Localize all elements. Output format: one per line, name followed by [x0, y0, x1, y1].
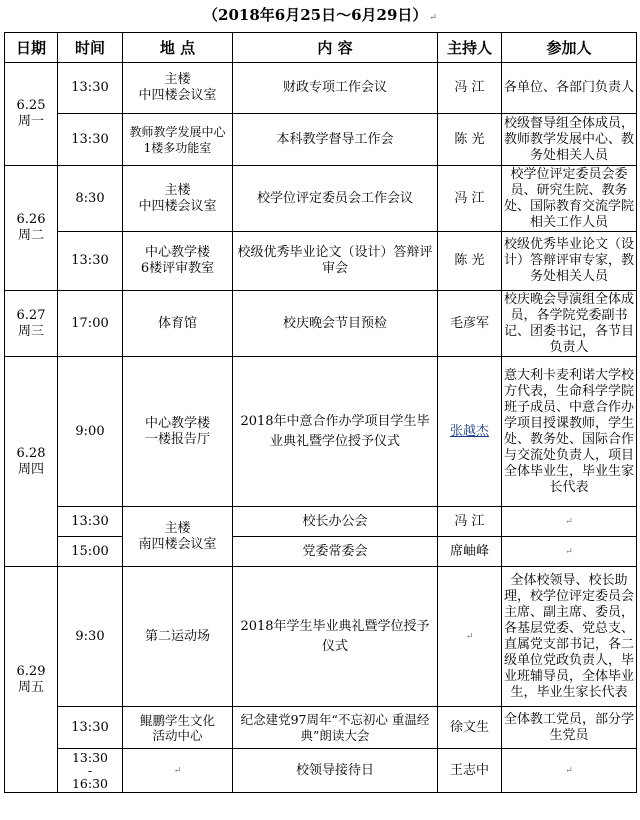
attendees-cell: 校庆晚会导演组全体成员，各学院党委副书记、团委书记，各节目负责人 [502, 291, 637, 357]
time-cell: 13:30 - 16:30 [58, 749, 123, 793]
place-cell: 中心教学楼 6楼评审教室 [123, 232, 233, 291]
time-cell: 8:30 [58, 166, 123, 232]
place-cell: 第二运动场 [123, 567, 233, 707]
date-cell: 6.26 周二 [5, 166, 58, 291]
content-cell: 财政专项工作会议 [233, 63, 438, 114]
host-cell: 徐文生 [438, 707, 502, 749]
content-cell: 校领导接待日 [233, 749, 438, 793]
schedule-table [4, 32, 637, 793]
table-row [5, 232, 637, 291]
content-cell: 2018年学生毕业典礼暨学位授予仪式 [233, 567, 438, 707]
table-row [5, 507, 637, 537]
attendees-cell: 全体教工党员，部分学生党员 [502, 707, 637, 749]
host-link[interactable]: 张越杰 [449, 423, 489, 439]
content-cell: 2018年中意合作办学项目学生毕业典礼暨学位授予仪式 [233, 357, 438, 507]
host-cell: 陈 光 [438, 232, 502, 291]
paragraph-mark-icon: ↵ [465, 632, 474, 642]
date-cell: 6.29 周五 [5, 567, 58, 793]
content-cell: 本科教学督导工作会 [233, 114, 438, 166]
time-cell: 13:30 [58, 507, 123, 537]
host-cell: 席岫峰 [438, 537, 502, 567]
host-cell: 冯 江 [438, 63, 502, 114]
table-row [5, 567, 637, 707]
host-cell [438, 357, 502, 507]
header-content: 内 容 [233, 33, 438, 63]
header-attendees: 参加人 [502, 33, 637, 63]
table-row [5, 166, 637, 232]
table-row [5, 114, 637, 166]
header-row [5, 33, 637, 63]
place-cell: 鲲鹏学生文化 活动中心 [123, 707, 233, 749]
time-cell: 13:30 [58, 232, 123, 291]
attendees-cell: 全体校领导、校长助理，校学位评定委员会主席、副主席、委员，各基层党委、党总支、直属党支部书记，各二级单位党政负责人，毕业班辅导员，全体毕业生，毕业生家长代表 [502, 567, 637, 707]
time-cell: 15:00 [58, 537, 123, 567]
paragraph-mark-icon: ↵ [565, 766, 573, 776]
time-cell: 9:30 [58, 567, 123, 707]
date-cell: 6.28 周四 [5, 357, 58, 567]
content-cell: 校庆晚会节目预检 [233, 291, 438, 357]
attendees-cell [502, 749, 637, 793]
table-row [5, 291, 637, 357]
host-cell: 冯 江 [438, 507, 502, 537]
header-date: 日期 [5, 33, 58, 63]
table-row [5, 749, 637, 793]
date-cell: 6.27 周三 [5, 291, 58, 357]
paragraph-mark-icon: ↵ [565, 547, 573, 557]
content-cell: 校长办公会 [233, 507, 438, 537]
place-cell: 中心教学楼 一楼报告厅 [123, 357, 233, 507]
place-cell: 主楼 中四楼会议室 [123, 63, 233, 114]
host-cell: 冯 江 [438, 166, 502, 232]
host-cell: 陈 光 [438, 114, 502, 166]
time-cell: 13:30 [58, 63, 123, 114]
attendees-cell: 校级督导组全体成员，教师教学发展中心、教务处相关人员 [502, 114, 637, 166]
paragraph-mark-icon: ↵ [429, 13, 437, 23]
header-time: 时间 [58, 33, 123, 63]
header-place: 地 点 [123, 33, 233, 63]
attendees-cell [502, 507, 637, 537]
place-cell: 教师教学发展中心 1楼多功能室 [123, 114, 233, 166]
table-row [5, 63, 637, 114]
attendees-cell: 意大利卡麦利诺大学校方代表，生命科学学院班子成员、中意合作办学项目授课教师，学生处、教务处、国际合作与交流处负责人，项目全体毕业生，毕业生家长代表 [502, 357, 637, 507]
host-cell: 毛彦军 [438, 291, 502, 357]
time-cell: 9:00 [58, 357, 123, 507]
header-host: 主持人 [438, 33, 502, 63]
content-cell: 党委常委会 [233, 537, 438, 567]
place-cell [123, 749, 233, 793]
attendees-cell: 各单位、各部门负责人 [502, 63, 637, 114]
time-cell: 13:30 [58, 114, 123, 166]
table-row [5, 537, 637, 567]
time-cell: 17:00 [58, 291, 123, 357]
place-cell: 主楼 中四楼会议室 [123, 166, 233, 232]
content-cell: 校学位评定委员会工作会议 [233, 166, 438, 232]
place-cell: 体育馆 [123, 291, 233, 357]
attendees-cell: 校学位评定委员会委员、研究生院、教务处、国际教育交流学院相关工作人员 [502, 166, 637, 232]
host-cell [438, 567, 502, 707]
table-row [5, 357, 637, 507]
time-cell: 13:30 [58, 707, 123, 749]
host-cell: 王志中 [438, 749, 502, 793]
table-row [5, 707, 637, 749]
page-title: （2018年6月25日～6月29日） ↵ [203, 6, 437, 24]
content-cell: 校级优秀毕业论文（设计）答辩评审会 [233, 232, 438, 291]
paragraph-mark-icon: ↵ [173, 766, 182, 776]
date-cell: 6.25 周一 [5, 63, 58, 166]
content-cell: 纪念建党97周年“不忘初心 重温经典”朗读大会 [233, 707, 438, 749]
place-cell: 主楼 南四楼会议室 [123, 507, 233, 567]
paragraph-mark-icon: ↵ [565, 517, 573, 527]
attendees-cell: 校级优秀毕业论文（设计）答辩评审专家，教务处相关人员 [502, 232, 637, 291]
attendees-cell [502, 537, 637, 567]
